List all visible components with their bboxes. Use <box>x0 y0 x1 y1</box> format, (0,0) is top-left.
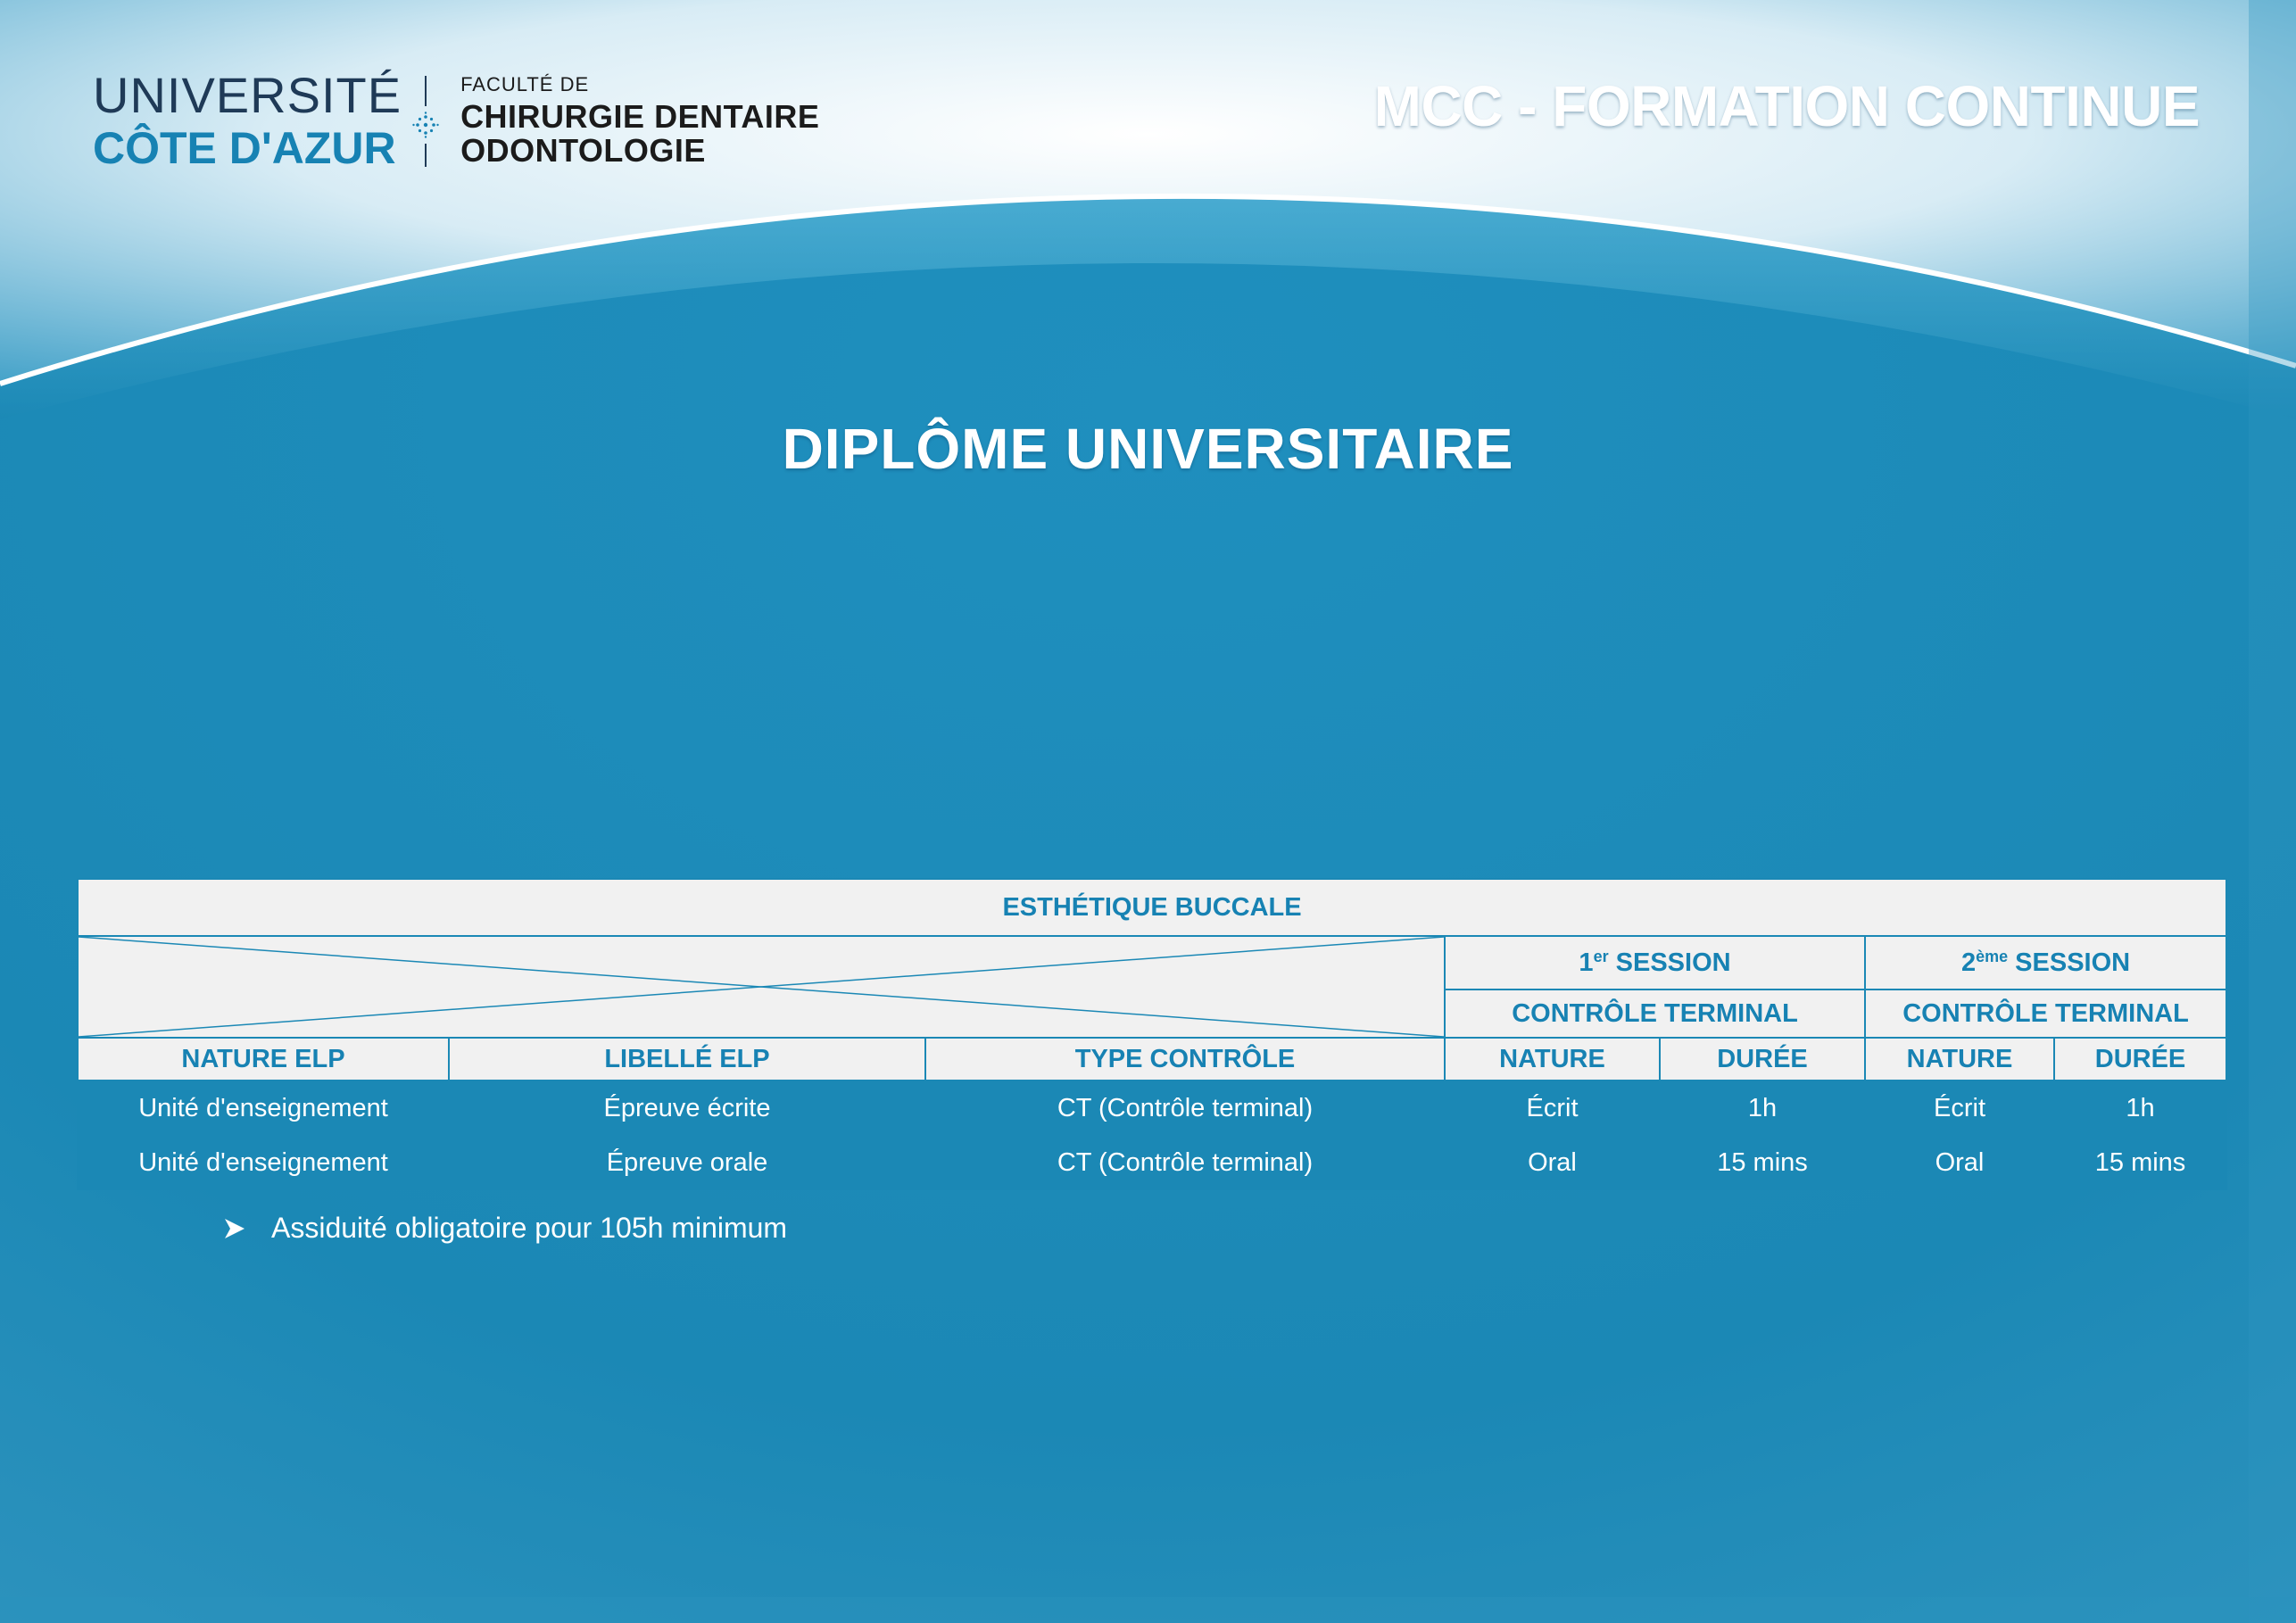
column-header: TYPE CONTRÔLE <box>925 1038 1445 1081</box>
mcc-table-container <box>77 878 2226 1190</box>
university-name-line1: UNIVERSITÉ <box>93 67 402 123</box>
table-cell: Oral <box>1445 1136 1660 1189</box>
faculty-line2: ODONTOLOGIE <box>460 131 706 169</box>
column-header: NATURE ELP <box>78 1038 449 1081</box>
mcc-table <box>77 878 2227 1190</box>
table-caption-row <box>78 879 2226 936</box>
faculty-line1: CHIRURGIE DENTAIRE <box>460 97 820 135</box>
session-2-header: 2ème SESSION <box>1865 936 2226 990</box>
table-cell: 1h <box>1660 1081 1865 1136</box>
column-header: DURÉE <box>1660 1038 1865 1081</box>
table-cell: 15 mins <box>2054 1136 2226 1189</box>
table-cell: Épreuve orale <box>449 1136 925 1189</box>
faculty-name <box>460 74 819 168</box>
column-header: DURÉE <box>2054 1038 2226 1081</box>
attendance-note-text: Assiduité obligatoire pour 105h minimum <box>271 1212 788 1244</box>
session-1-control: CONTRÔLE TERMINAL <box>1445 990 1865 1038</box>
table-cell: CT (Contrôle terminal) <box>925 1136 1445 1189</box>
table-cell: Unité d'enseignement <box>78 1081 449 1136</box>
column-header: NATURE <box>1865 1038 2054 1081</box>
table-cell: Unité d'enseignement <box>78 1136 449 1189</box>
logo-separator <box>412 76 439 165</box>
empty-crossed-cell <box>78 936 1445 1038</box>
column-header: NATURE <box>1445 1038 1660 1081</box>
session-header-row <box>78 936 2226 990</box>
table-cell: 1h <box>2054 1081 2226 1136</box>
column-header: LIBELLÉ ELP <box>449 1038 925 1081</box>
dot-star-logo-icon <box>412 112 439 138</box>
table-row <box>78 1081 2226 1136</box>
table-cell: Épreuve écrite <box>449 1081 925 1136</box>
table-cell: Écrit <box>1865 1081 2054 1136</box>
header-title: MCC - FORMATION CONTINUE <box>1373 74 2200 138</box>
session-2-control: CONTRÔLE TERMINAL <box>1865 990 2226 1038</box>
table-cell: Écrit <box>1445 1081 1660 1136</box>
university-name-line2: CÔTE D'AZUR <box>93 123 396 173</box>
arrowhead-bullet-icon <box>223 1217 246 1240</box>
table-cell: 15 mins <box>1660 1136 1865 1189</box>
faculty-prefix: FACULTÉ DE <box>460 72 590 95</box>
table-caption: ESTHÉTIQUE BUCCALE <box>78 879 2226 936</box>
session-1-header: 1er SESSION <box>1445 936 1865 990</box>
university-logo <box>93 67 820 173</box>
university-name <box>93 67 402 173</box>
column-header-row <box>78 1038 2226 1081</box>
table-cell: Oral <box>1865 1136 2054 1189</box>
page-title: DIPLÔME UNIVERSITAIRE <box>782 417 1514 481</box>
attendance-note <box>223 1212 787 1245</box>
table-row <box>78 1136 2226 1189</box>
cross-lines-icon <box>79 937 1444 1037</box>
table-cell: CT (Contrôle terminal) <box>925 1081 1445 1136</box>
